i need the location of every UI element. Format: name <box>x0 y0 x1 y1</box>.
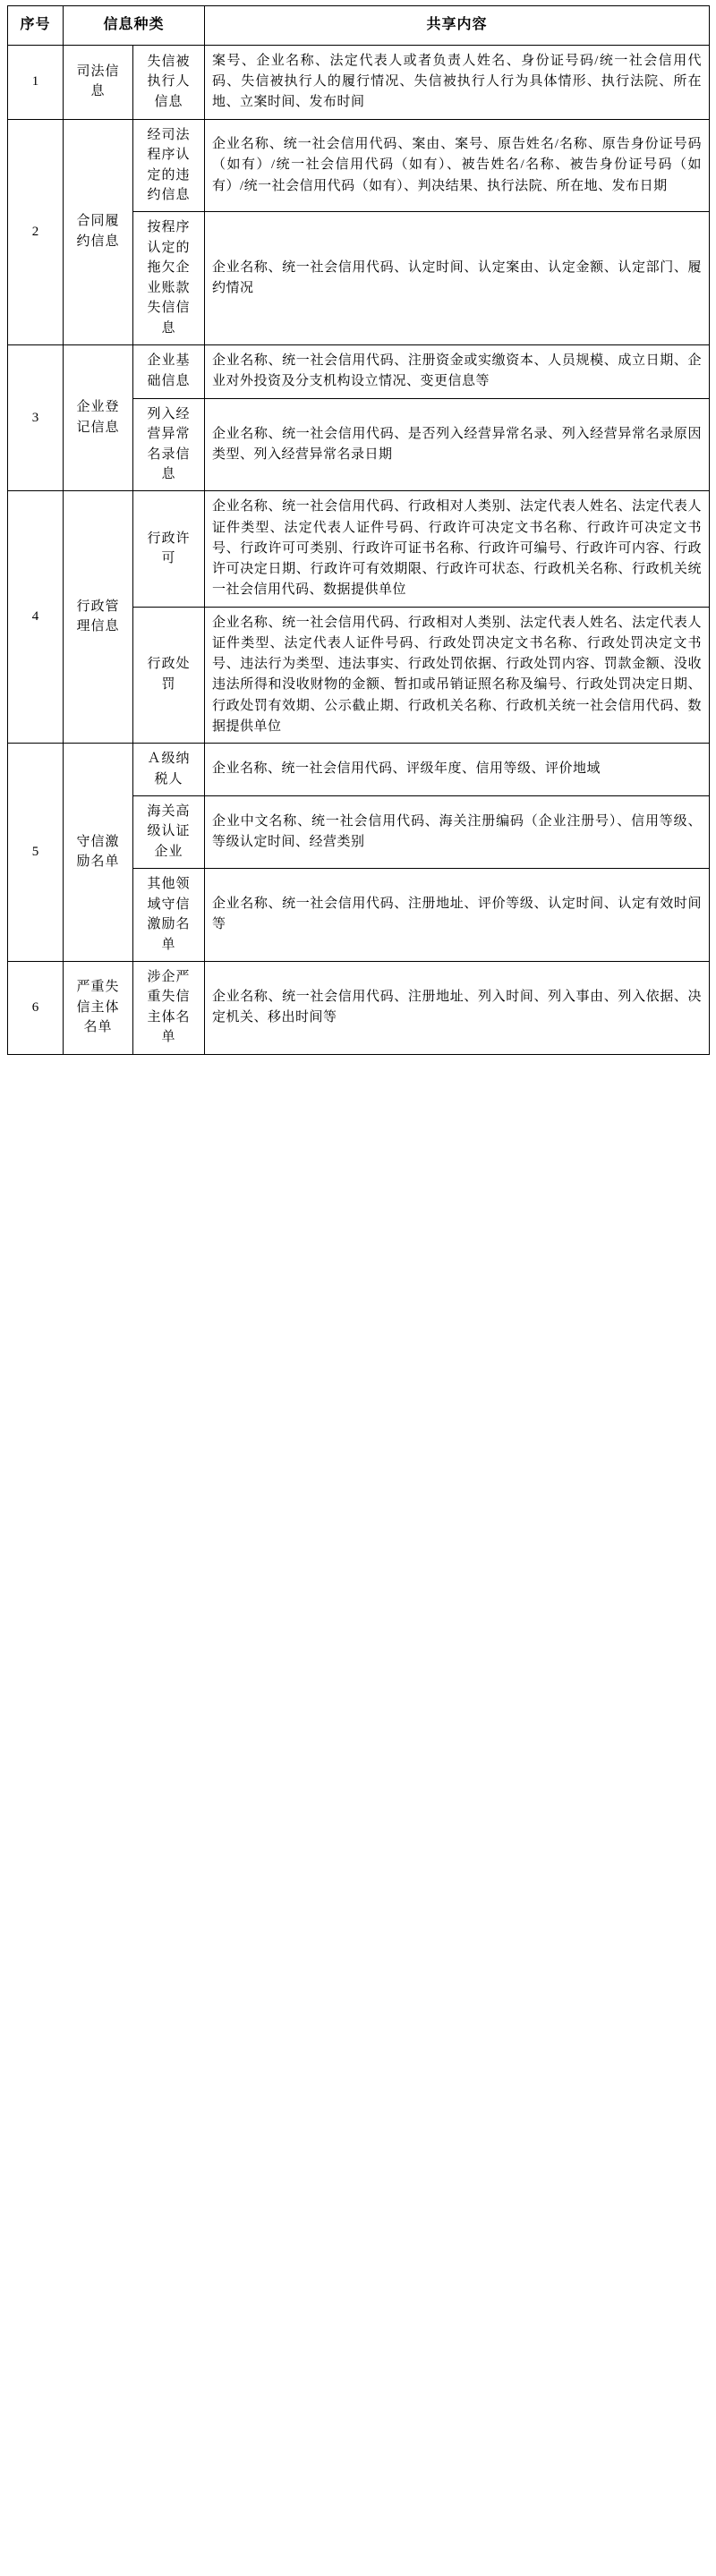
row-sequence: 2 <box>8 119 64 345</box>
column-header-category: 信息种类 <box>64 6 205 46</box>
row-subcategory-label: 按程序认定的拖欠企业账款失信信息 <box>147 220 191 336</box>
row-category-label: 守信激励名单 <box>76 834 120 870</box>
row-content: 企业名称、统一社会信用代码、认定时间、认定案由、认定金额、认定部门、履约情况 <box>205 212 710 345</box>
row-category <box>64 961 133 1054</box>
row-sequence: 5 <box>8 744 64 962</box>
row-subcategory-label: 失信被执行人信息 <box>147 54 191 109</box>
row-content: 案号、企业名称、法定代表人或者负责人姓名、身份证号码/统一社会信用代码、失信被执行人的履行情况、失信被执行人行为具体情形、执行法院、所在地、立案时间、发布时间 <box>205 45 710 119</box>
row-category <box>64 491 133 744</box>
table-row <box>8 45 710 119</box>
table-row <box>8 491 710 607</box>
row-content: 企业名称、统一社会信用代码、行政相对人类别、法定代表人姓名、法定代表人证件类型、法定代表人证件号码、行政许可决定文书名称、行政许可决定文书号、行政许可可类别、行政许可证书名称、行政许可编号、行政许可内容、行政许可决定日期、行政许可有效期限、行政许可状态、行政机关名称、行政机关统一社会信用代码、数据提供单位 <box>205 491 710 607</box>
row-category <box>64 45 133 119</box>
row-category <box>64 119 133 345</box>
row-category-label: 严重失信主体名单 <box>76 980 120 1035</box>
row-subcategory-label: 行政处罚 <box>147 657 191 692</box>
row-subcategory <box>133 607 205 744</box>
row-subcategory <box>133 744 205 796</box>
row-content: 企业名称、统一社会信用代码、注册地址、列入时间、列入事由、列入依据、决定机关、移出时间等 <box>205 961 710 1054</box>
row-sequence: 4 <box>8 491 64 744</box>
row-subcategory <box>133 961 205 1054</box>
row-content: 企业名称、统一社会信用代码、是否列入经营异常名录、列入经营异常名录原因类型、列入经营异常名录日期 <box>205 398 710 491</box>
row-subcategory <box>133 491 205 607</box>
column-header-sequence: 序号 <box>8 6 64 46</box>
row-category-label: 行政管理信息 <box>76 599 120 634</box>
row-sequence: 1 <box>8 45 64 119</box>
row-subcategory-label: Ａ级纳税人 <box>147 752 191 786</box>
row-content: 企业名称、统一社会信用代码、注册地址、评价等级、认定时间、认定有效时间等 <box>205 869 710 962</box>
row-subcategory <box>133 212 205 345</box>
table-header-row <box>8 6 710 46</box>
row-subcategory-label: 企业基础信息 <box>147 353 191 388</box>
table-row <box>8 744 710 796</box>
table-body <box>8 45 710 1054</box>
row-subcategory-label: 行政许可 <box>147 531 191 566</box>
row-subcategory-label: 海关高级认证企业 <box>147 803 191 859</box>
row-category-label: 司法信息 <box>76 64 120 99</box>
row-content: 企业名称、统一社会信用代码、注册资金或实缴资本、人员规模、成立日期、企业对外投资及分支机构设立情况、变更信息等 <box>205 345 710 399</box>
document-page <box>0 0 716 1062</box>
row-category-label: 企业登记信息 <box>76 400 120 435</box>
table-row <box>8 961 710 1054</box>
row-content: 企业名称、统一社会信用代码、行政相对人类别、法定代表人姓名、法定代表人证件类型、法定代表人证件号码、行政处罚决定文书名称、行政处罚决定文书号、违法行为类型、违法事实、行政处罚依据、行政处罚内容、罚款金额、没收违法所得和没收财物的金额、暂扣或吊销证照名称及编号、行政处罚决定日期、行政处罚有效期、公示截止期、行政机关名称、行政机关统一社会信用代码、数据提供单位 <box>205 607 710 744</box>
row-subcategory <box>133 795 205 868</box>
row-sequence: 6 <box>8 961 64 1054</box>
row-subcategory <box>133 119 205 212</box>
table-row <box>8 119 710 212</box>
row-category <box>64 345 133 491</box>
row-subcategory <box>133 345 205 399</box>
row-content: 企业名称、统一社会信用代码、评级年度、信用等级、评价地域 <box>205 744 710 796</box>
row-subcategory <box>133 45 205 119</box>
row-subcategory-label: 其他领域守信激励名单 <box>147 877 191 952</box>
row-category <box>64 744 133 962</box>
row-category-label: 合同履约信息 <box>76 214 120 249</box>
row-content: 企业名称、统一社会信用代码、案由、案号、原告姓名/名称、原告身份证号码（如有）/统一社会信用代码（如有）、被告姓名/名称、被告身份证号码（如有）/统一社会信用代码（如有）、判决结果、执行法院、所在地、发布日期 <box>205 119 710 212</box>
table-header <box>8 6 710 46</box>
column-header-content: 共享内容 <box>205 6 710 46</box>
row-subcategory <box>133 869 205 962</box>
information-sharing-table <box>7 5 710 1055</box>
row-sequence: 3 <box>8 345 64 491</box>
row-subcategory-label: 涉企严重失信主体名单 <box>147 969 191 1045</box>
row-subcategory-label: 经司法程序认定的违约信息 <box>147 127 191 203</box>
row-content: 企业中文名称、统一社会信用代码、海关注册编码（企业注册号）、信用等级、等级认定时间、经营类别 <box>205 795 710 868</box>
row-subcategory <box>133 398 205 491</box>
row-subcategory-label: 列入经营异常名录信息 <box>147 406 191 482</box>
table-row <box>8 345 710 399</box>
